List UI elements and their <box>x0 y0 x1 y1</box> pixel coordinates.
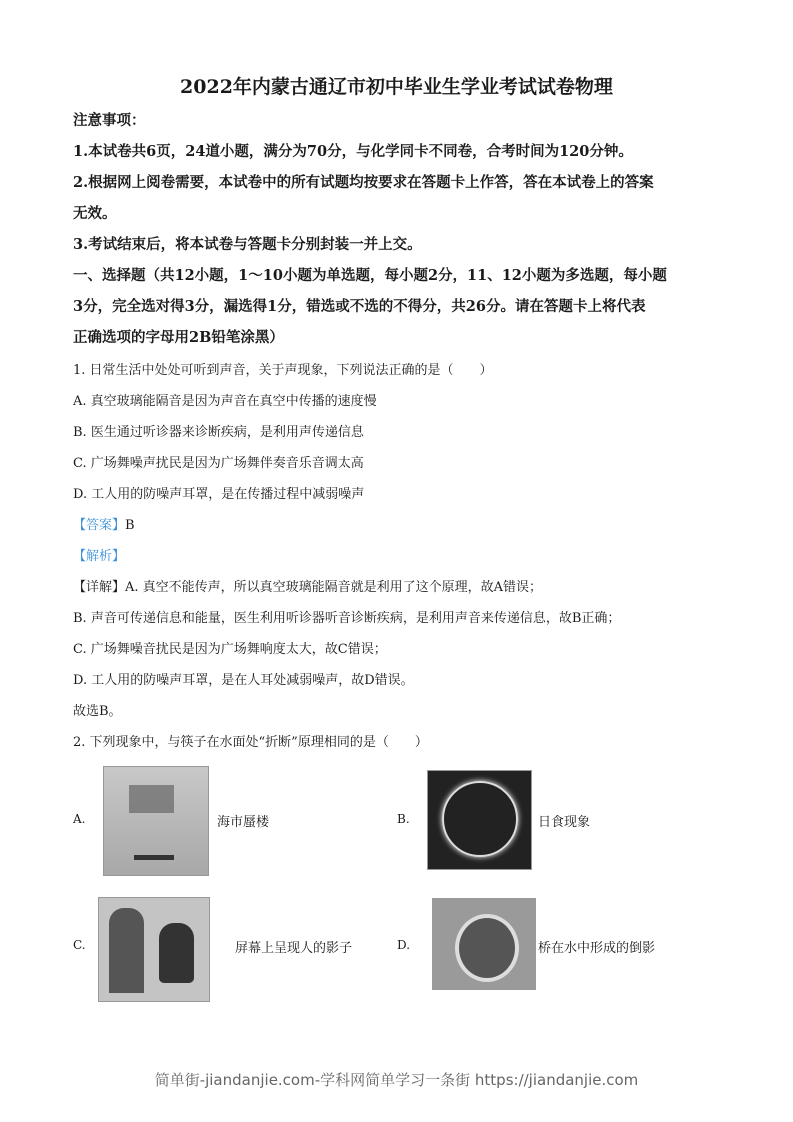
question-1-stem: 1. 日常生活中处处可听到声音，关于声现象，下列说法正确的是（ ） <box>73 363 493 378</box>
section-heading: 3分，完全选对得3分，漏选得1分，错选或不选的不得分，共26分。请在答题卡上将代表 <box>73 298 646 315</box>
question-1-option-a: A. 真空玻璃能隔音是因为声音在真空中传播的速度慢 <box>73 394 377 409</box>
option-d-letter: D. <box>397 938 411 952</box>
bridge-reflection-image <box>432 898 536 990</box>
option-d-caption: 桥在水中形成的倒影 <box>538 941 656 956</box>
question-1-option-c: C. 广场舞噪声扰民是因为广场舞伴奏音乐音调太高 <box>73 456 364 471</box>
detail-line: 【详解】A. 真空不能传声，所以真空玻璃能隔音就是利用了这个原理，故A错误； <box>73 580 543 595</box>
footer-watermark: 简单街-jiandanjie.com-学科网简单学习一条街 https://jiandanjie.com <box>154 1071 639 1089</box>
shadow-image <box>98 897 210 1002</box>
answer-label: 【答案】 <box>73 518 126 533</box>
answer-line <box>73 514 135 533</box>
notice-item: 2.根据网上阅卷需要，本试卷中的所有试题均按要求在答题卡上作答，答在本试卷上的答案 <box>73 174 654 191</box>
option-c-caption: 屏幕上呈现人的影子 <box>235 941 353 956</box>
notice-item: 1.本试卷共6页，24道小题，满分为70分，与化学同卡不同卷，合考时间为120分钟。 <box>73 143 633 160</box>
detail-line: C. 广场舞噪音扰民是因为广场舞响度太大，故C错误； <box>73 642 387 657</box>
detail-line: D. 工人用的防噪声耳罩，是在人耳处减弱噪声，故D错误。 <box>73 673 414 688</box>
detail-line: B. 声音可传递信息和能量，医生利用听诊器听音诊断疾病，是利用声音来传递信息，故B正确； <box>73 611 621 626</box>
detail-line: 故选B。 <box>73 704 122 719</box>
section-heading: 一、选择题（共12小题，1～10小题为单选题，每小题2分，11、12小题为多选题，每小题 <box>73 267 667 284</box>
option-a-letter: A. <box>73 812 86 826</box>
option-c-letter: C. <box>73 938 86 952</box>
option-b-letter: B. <box>397 812 410 826</box>
mirage-image <box>103 766 209 876</box>
notice-item: 3.考试结束后，将本试卷与答题卡分别封装一并上交。 <box>73 236 422 253</box>
option-b-caption: 日食现象 <box>538 815 591 830</box>
page-title: 2022年内蒙古通辽市初中毕业生学业考试试卷物理 <box>180 76 613 98</box>
analysis-label: 【解析】 <box>73 549 126 564</box>
section-heading: 正确选项的字母用2B铅笔涂黑） <box>73 329 284 346</box>
question-1-option-b: B. 医生通过听诊器来诊断疾病，是利用声传递信息 <box>73 425 364 440</box>
answer-value: B <box>125 518 135 533</box>
question-2-stem: 2. 下列现象中，与筷子在水面处“折断”原理相同的是（ ） <box>73 735 428 750</box>
question-1-option-d: D. 工人用的防噪声耳罩，是在传播过程中减弱噪声 <box>73 487 365 502</box>
option-a-caption: 海市蜃楼 <box>217 815 270 830</box>
notice-item: 无效。 <box>73 205 117 222</box>
notice-heading: 注意事项： <box>73 112 146 129</box>
eclipse-image <box>427 770 532 870</box>
